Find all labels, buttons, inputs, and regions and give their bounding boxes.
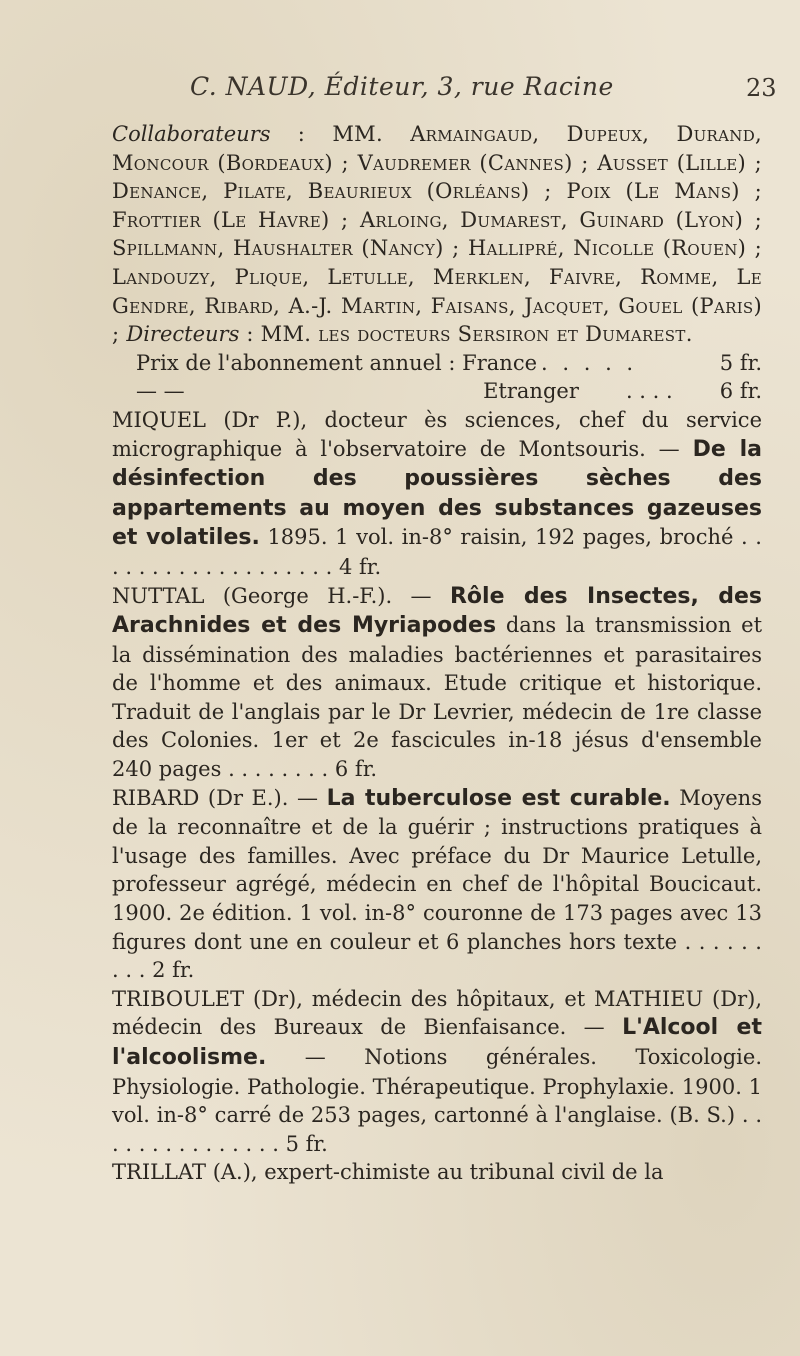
abonnement-etranger bbox=[112, 377, 762, 406]
entry-price: 4 fr. bbox=[338, 554, 382, 579]
entry-price: 5 fr. bbox=[285, 1131, 328, 1156]
entry-nuttal bbox=[112, 582, 762, 784]
body-text bbox=[112, 120, 762, 1187]
entry-trillat: TRILLAT (A.), expert-chimiste au tribunal civil de la bbox=[112, 1160, 664, 1185]
entry-desc: . — bbox=[281, 785, 327, 810]
abonnement-etranger-price: 6 fr. bbox=[719, 379, 762, 404]
entry-author: RIBARD (Dr E.) bbox=[112, 785, 282, 810]
entry-price: 6 fr. bbox=[334, 757, 378, 782]
abonnement-etranger-dots: . . . . bbox=[625, 379, 673, 404]
collaborateurs-label: Collaborateurs bbox=[112, 122, 271, 146]
entry-details: — Notions générales. Toxicologie. Physiologie. Pathologie. Thérapeutique. Prophylaxie. 1900. 1 vol. in-8° carré de 253 pages, cartonné à l'anglaise. (B. S.) bbox=[112, 1045, 762, 1128]
entry-ribard bbox=[112, 784, 762, 985]
entry-desc: , médecin des Bureaux de Bienfaisance. — bbox=[112, 986, 762, 1040]
abonnement-etranger-label: Etranger bbox=[483, 379, 579, 404]
entry-title: L'Alcool et l'alcoolisme. bbox=[112, 1015, 762, 1070]
collaborateurs-text: : MM. Armaingaud, Dupeux, Durand, Moncour (Bordeaux) ; Vaudremer (Cannes) ; Ausset (Lille) ; Denance, Pilate, Beaurieux (Orléans) ; Poix (Le Mans) ; Frottier (Le Havre) ; Arloing, Dumarest, Guinard (Lyon) ; Spillmann, Haushalter (Nancy) ; Hallipré, Nicolle (Rouen) ; Landouzy, Plique, Letulle, Merklen, Faivre, Romme, Le Gendre, Ribard, A.-J. Martin, Faisans, Jacquet, Gouel (Paris) ; bbox=[112, 122, 762, 347]
abonnement-france-price: 5 fr. bbox=[719, 350, 762, 375]
entry-miquel bbox=[112, 406, 762, 582]
entry-triboulet bbox=[112, 985, 762, 1159]
abonnement-france-label: Prix de l'abonnement annuel : France bbox=[136, 350, 538, 375]
entry-author: TRIBOULET (Dr), médecin des hôpitaux, et MATHIEU (Dr) bbox=[112, 986, 756, 1011]
entry-details: Moyens de la reconnaître et de la guérir ; instructions pratiques à l'usage des familles. Avec préface du Dr Maurice Letulle, professeur agrégé, médecin en chef de l'hôpital Boucicaut. 1900. 2e édition. 1 vol. in-8° couronne de 173 pages avec 13 figures dont une en couleur et 6 planches hors texte bbox=[112, 785, 762, 954]
collaborateurs-paragraph bbox=[112, 120, 762, 349]
entry-dots: . . . . . . . . . . . . . . . bbox=[112, 1103, 763, 1156]
running-head: C. NAUD, Éditeur, 3, rue Racine bbox=[190, 72, 614, 101]
directeurs-label: Directeurs bbox=[126, 322, 240, 347]
entry-dots: . . . . . . . . . bbox=[112, 929, 762, 983]
directeurs-text: : MM. les docteurs Sersiron et Dumarest. bbox=[239, 322, 693, 347]
entry-author: MIQUEL (Dr P.) bbox=[112, 407, 301, 432]
entry-title: De la désinfection des poussières sèches des appartements au moyen des substances gazeuses et volatiles. bbox=[112, 436, 762, 551]
entry-price: 2 fr. bbox=[152, 958, 195, 983]
page-number: 23 bbox=[746, 74, 777, 102]
abonnement-france-dots: . . . . . bbox=[541, 350, 638, 375]
entry-desc: , docteur ès sciences, chef du service micrographique à l'observatoire de Montsouris. — bbox=[112, 407, 762, 461]
entry-title: La tuberculose est curable. bbox=[326, 785, 671, 811]
entry-details: dans la transmission et la dissémination des maladies bactériennes et parasitaires de l'homme et des animaux. Etude critique et historique. Traduit de l'anglais par le Dr Levrier, médecin de 1re classe des Colonies. 1er et 2e fascicules in-18 jésus d'ensemble 240 pages bbox=[112, 613, 763, 782]
entry-desc: . — bbox=[385, 583, 450, 608]
entry-details: 1895. 1 vol. in-8° raisin, 192 pages, broché bbox=[259, 525, 734, 550]
abonnement-france bbox=[112, 349, 762, 378]
entry-author: NUTTAL (George H.-F.) bbox=[112, 583, 386, 608]
entry-dots: . . . . . . . . bbox=[228, 757, 329, 782]
entry-title: Rôle des Insectes, des Arachnides et des Myriapodes bbox=[112, 583, 762, 639]
abonnement-etranger-dashes: — — bbox=[136, 379, 185, 404]
entry-dots: . . . . . . . . . . . . . . . . . . . bbox=[112, 525, 762, 579]
